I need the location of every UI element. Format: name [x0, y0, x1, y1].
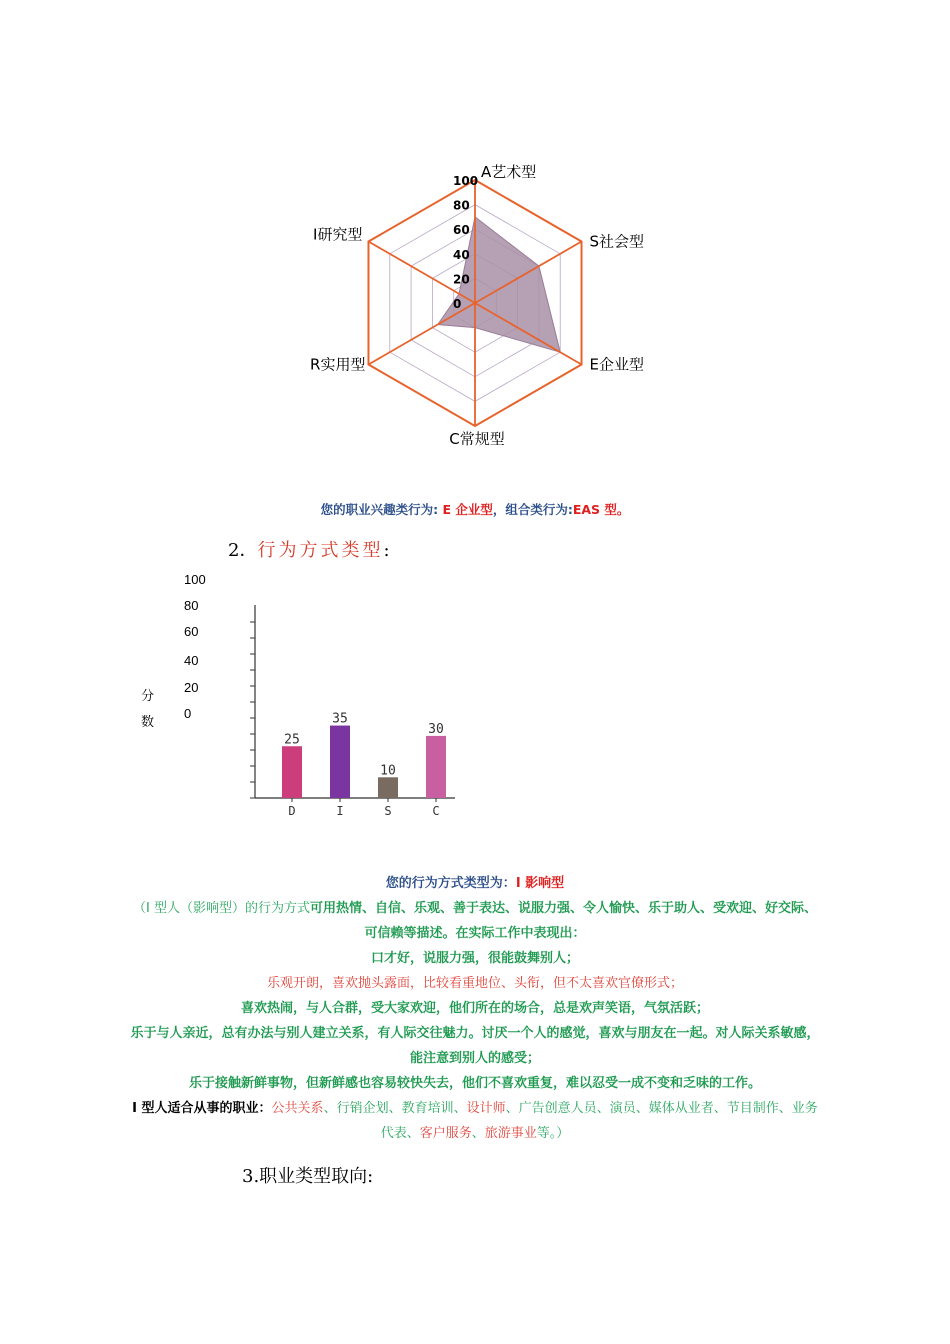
radar-tick-label: 100	[453, 174, 479, 188]
radar-tick-label: 20	[453, 272, 470, 287]
job-item: 客户服务	[419, 1126, 472, 1141]
behavior-line-3: 喜欢热闹，与人合群，受大家欢迎，他们所在的场合，总是欢声笑语，气氛活跃；	[240, 1001, 709, 1016]
job-item: 行销企划	[336, 1101, 389, 1116]
radar-axis-label: I研究型	[313, 225, 363, 244]
bar-y-tick-label: 100	[184, 572, 206, 587]
job-separator: 、	[406, 1126, 420, 1141]
radar-outline	[368, 180, 581, 426]
bar-marks	[282, 712, 446, 818]
radar-axis-label: R实用型	[310, 355, 366, 374]
job-item: 节目制作	[726, 1101, 779, 1116]
interest-result	[0, 500, 950, 518]
radar-chart	[280, 160, 680, 460]
behavior-line-5: 乐于接触新鲜事物，但新鲜感也容易较快失去，他们不喜欢重复，难以忍受一成不变和乏味的工作。	[188, 1076, 761, 1091]
bar-value-label: 30	[428, 721, 444, 737]
bar-category-label: I	[336, 804, 344, 818]
job-separator: 、	[596, 1101, 610, 1116]
bar-S	[378, 777, 398, 798]
section-2-heading	[228, 536, 390, 562]
bar-y-tick-label: 60	[184, 624, 199, 639]
bar-chart	[130, 570, 490, 830]
bar-axes	[250, 605, 455, 798]
bar-value-label: 10	[380, 763, 396, 779]
bar-y-tick-label: 80	[184, 598, 199, 613]
interest-combo: EAS 型。	[572, 502, 630, 517]
section-2-title: 行为方式类型	[257, 540, 384, 561]
section-2-number: 2．	[228, 540, 258, 561]
bar-D	[282, 746, 302, 798]
radar-axis-label: S社会型	[589, 232, 645, 251]
section-3-heading: 3.职业类型取向:	[242, 1166, 374, 1187]
interest-prefix: 您的职业兴趣类行为:	[320, 502, 443, 517]
bar-y-tick-label: 0	[184, 706, 192, 721]
bar-ylabel-1: 分	[141, 689, 155, 704]
section-2-colon: :	[383, 540, 390, 561]
radar-spoke	[368, 303, 475, 365]
jobs-prefix: I 型人适合从事的职业：	[132, 1101, 272, 1116]
behavior-result-type: I 影响型	[515, 876, 565, 891]
bar-category-label: D	[288, 804, 296, 818]
job-item: 演员	[609, 1101, 636, 1116]
bar-value-label: 25	[284, 732, 300, 748]
behavior-line-2: 乐观开朗，喜欢抛头露面，比较看重地位、头衔，但不太喜欢官僚形式；	[266, 976, 683, 991]
bar-category-label: C	[432, 804, 440, 818]
job-item: 广告创意人员	[518, 1101, 597, 1116]
job-separator: 、	[505, 1101, 519, 1116]
radar-axis-label: A艺术型	[481, 163, 537, 181]
behavior-result	[130, 871, 820, 896]
radar-tick-label: 40	[453, 247, 470, 262]
behavior-desc-lead: （I 型人（影响型）的行为方式	[133, 901, 310, 916]
bar-y-ticks	[184, 572, 206, 721]
radar-tick-label: 60	[453, 223, 470, 238]
job-separator: 、	[471, 1126, 485, 1141]
radar-axis-label: C常规型	[449, 430, 505, 448]
bar-category-label: S	[384, 804, 392, 818]
suitable-jobs	[130, 1096, 820, 1146]
job-item: 媒体从业者	[648, 1101, 714, 1116]
job-item: 公共关系	[271, 1101, 324, 1116]
bar-y-tick-label: 40	[184, 653, 199, 668]
bar-C	[426, 736, 446, 798]
job-separator: 、	[453, 1101, 467, 1116]
job-item: 旅游事业	[484, 1126, 537, 1141]
job-separator: 、	[388, 1101, 402, 1116]
job-separator: 、	[778, 1101, 792, 1116]
behavior-desc-body: 可用热情、自信、乐观、善于表达、说服力强、令人愉快、乐于助人、受欢迎、好交际、可信赖等描述。在实际工作中表现出：	[309, 901, 817, 941]
interest-mid: ，组合类行为:	[492, 502, 573, 517]
job-separator: 、	[713, 1101, 727, 1116]
job-item: 业务代表	[380, 1101, 818, 1141]
job-separator: 、	[635, 1101, 649, 1116]
job-item: 设计师	[466, 1101, 506, 1116]
bar-I	[330, 726, 350, 798]
jobs-suffix: 等。）	[536, 1126, 570, 1141]
behavior-description	[130, 896, 820, 946]
interest-type: E 企业型	[442, 502, 493, 517]
radar-axis-label: E企业型	[589, 355, 645, 374]
behavior-line-1: 口才好，说服力强，很能鼓舞别人；	[370, 951, 579, 966]
job-separator: 、	[323, 1101, 337, 1116]
radar-tick-label: 80	[453, 198, 470, 213]
behavior-result-prefix: 您的行为方式类型为：	[385, 876, 516, 891]
job-item: 教育培训	[401, 1101, 454, 1116]
behavior-line-4: 乐于与人亲近，总有办法与别人建立关系，有人际交往魅力。讨厌一个人的感觉，喜欢与朋友在一起。对人际关系敏感，能注意到别人的感受；	[130, 1026, 820, 1066]
radar-tick-label: 0	[453, 297, 462, 311]
bar-y-tick-label: 20	[184, 680, 199, 695]
bar-value-label: 35	[332, 711, 348, 727]
bar-ylabel-2: 数	[141, 715, 155, 730]
